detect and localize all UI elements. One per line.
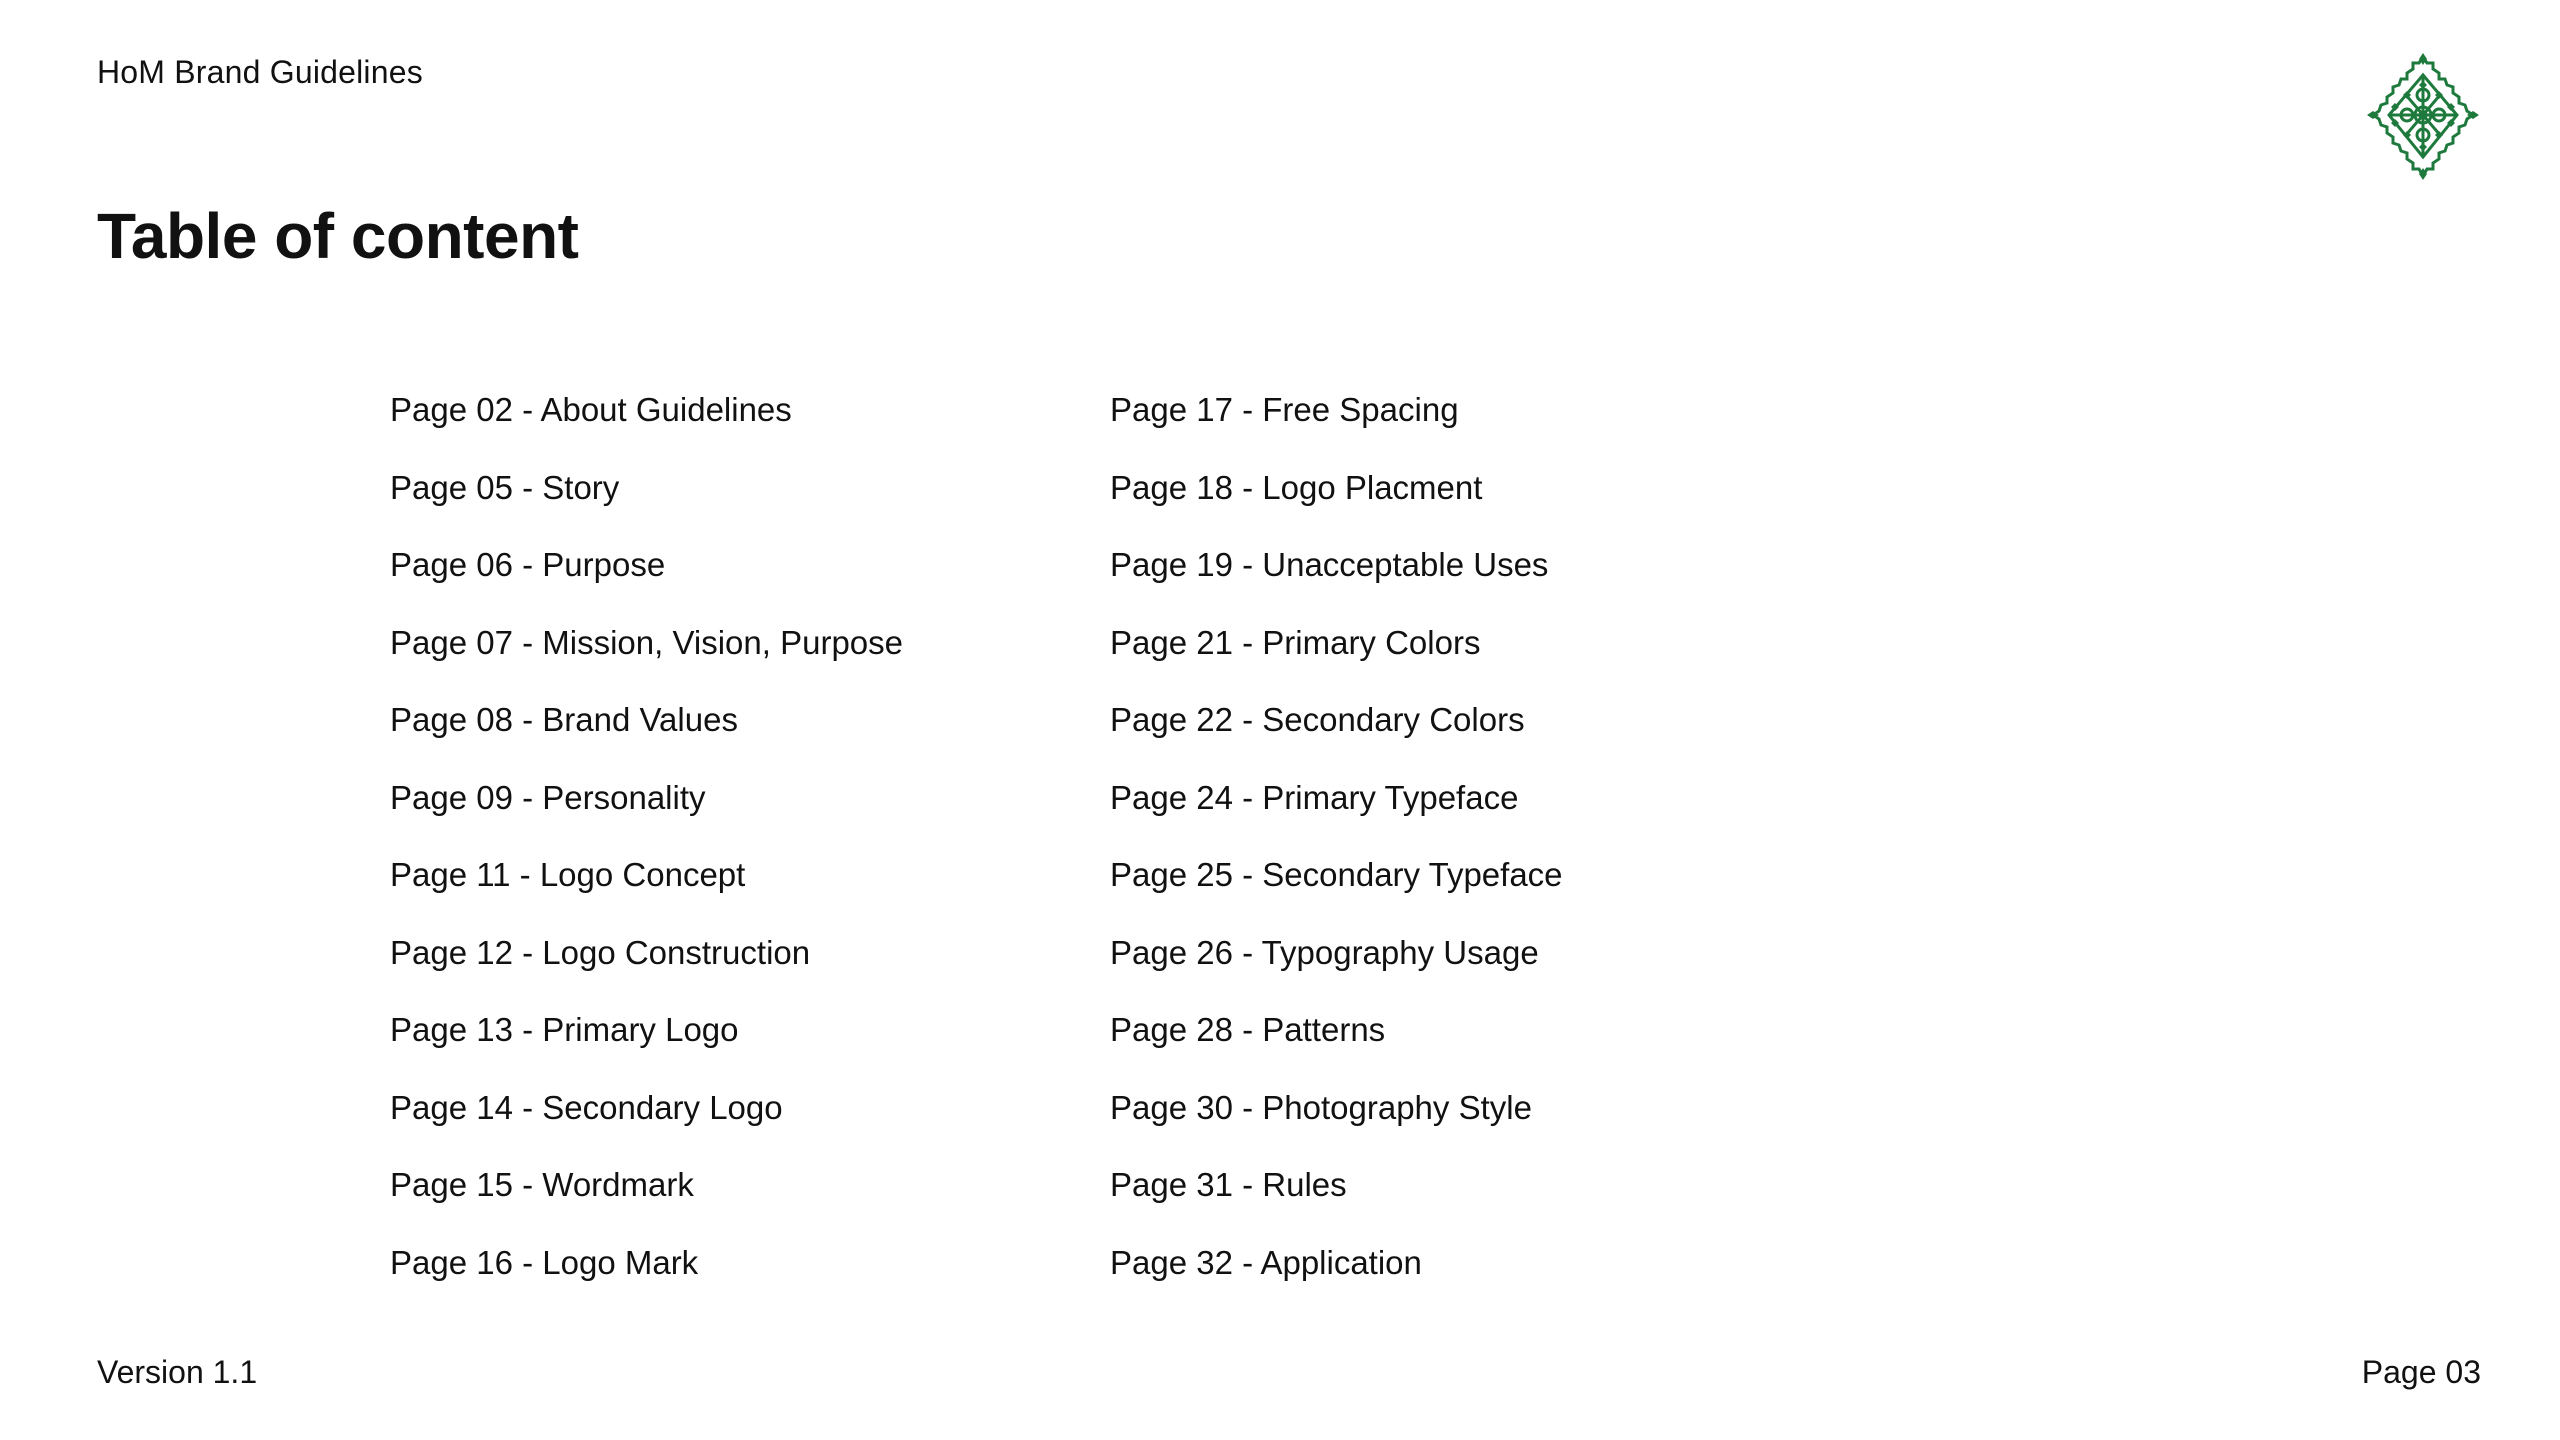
- toc-entry: Page 21 - Primary Colors: [1110, 623, 1481, 661]
- toc-entry: Page 26 - Typography Usage: [1110, 933, 1539, 971]
- document-title: HoM Brand Guidelines: [97, 54, 423, 90]
- toc-entry: Page 02 - About Guidelines: [390, 391, 792, 428]
- toc-entry: Page 31 - Rules: [1110, 1166, 1347, 1203]
- toc-entry: Page 28 - Patterns: [1110, 1011, 1386, 1048]
- page-heading: Table of content: [97, 200, 579, 272]
- toc-entry: Page 19 - Unacceptable Uses: [1110, 546, 1549, 583]
- toc-entry: Page 22 - Secondary Colors: [1110, 701, 1525, 738]
- toc-entry: Page 09 - Personality: [390, 778, 706, 816]
- toc-entry: Page 14 - Secondary Logo: [390, 1088, 783, 1126]
- toc-entry: Page 17 - Free Spacing: [1110, 391, 1459, 428]
- toc-entry: Page 07 - Mission, Vision, Purpose: [390, 623, 903, 661]
- toc-entry: Page 18 - Logo Placment: [1110, 468, 1483, 506]
- page-number: Page 03: [2361, 1354, 2481, 1390]
- toc-entry: Page 16 - Logo Mark: [390, 1243, 699, 1281]
- toc-entry: Page 24 - Primary Typeface: [1110, 778, 1519, 816]
- toc-entry: Page 30 - Photography Style: [1110, 1088, 1532, 1126]
- toc-entry: Page 25 - Secondary Typeface: [1110, 856, 1563, 893]
- toc-entry: Page 08 - Brand Values: [390, 701, 738, 738]
- toc-entry: Page 15 - Wordmark: [390, 1166, 694, 1203]
- toc-column-right: [1110, 390, 1563, 1320]
- brand-logo-icon: [2367, 53, 2479, 180]
- toc-entry: Page 13 - Primary Logo: [390, 1011, 739, 1048]
- toc-entry: Page 32 - Application: [1110, 1243, 1422, 1281]
- toc-entry: Page 05 - Story: [390, 468, 620, 506]
- version-label: Version 1.1: [97, 1354, 258, 1390]
- toc-entry: Page 12 - Logo Construction: [390, 933, 811, 971]
- toc-column-left: [390, 390, 903, 1320]
- toc-entry: Page 11 - Logo Concept: [390, 856, 746, 893]
- toc-entry: Page 06 - Purpose: [390, 546, 666, 583]
